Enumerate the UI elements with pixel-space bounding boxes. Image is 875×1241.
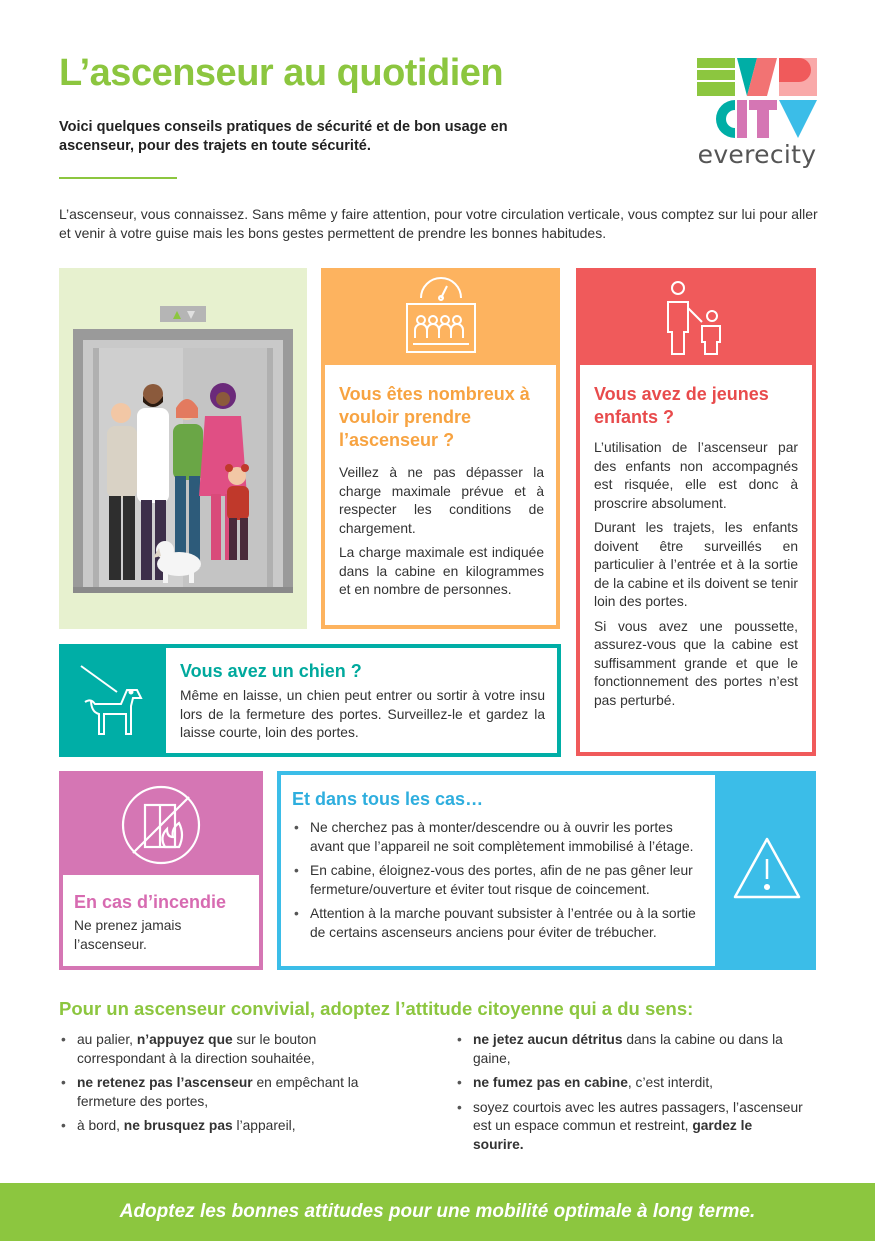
fire-card-body	[63, 875, 259, 966]
children-paragraph-3: Si vous avez une poussette, assurez-vous que la cabine est suffisamment grande et que le fonctionnement des portes n’est pas perturbé.	[594, 618, 798, 708]
elevator-illustration	[59, 268, 307, 629]
all-cases-item: • Attention à la marche pouvant subsister à l’entrée ou à la sortie de certains ascenseurs anciens pour éviter de trébucher.	[292, 905, 701, 942]
title-divider	[59, 177, 177, 179]
crowd-elevator-icon	[403, 276, 479, 356]
crowd-card-title: Vous êtes nombreux à vouloir prendre l’ascenseur ?	[339, 384, 530, 450]
intro-paragraph: L’ascenseur, vous connaissez. Sans même y faire attention, pour votre circulation verticale, vous comptez sur lui pour aller et venir à votre guise mais les bons gestes permettent de prendre les bonnes habitudes.	[59, 206, 818, 241]
civic-item: • ne jetez aucun détritus dans la cabine ou dans la gaine,	[455, 1031, 805, 1068]
footer-slogan: Adoptez les bonnes attitudes pour une mobilité optimale à long terme.	[119, 1201, 756, 1222]
civic-list-left	[59, 1031, 389, 1142]
all-cases-item: • En cabine, éloignez-vous des portes, afin de ne pas gêner leur fermeture/ouverture et éviter tout risque de coincement.	[292, 862, 701, 899]
civic-item: • à bord, ne brusquez pas l’appareil,	[59, 1117, 389, 1136]
card-children	[576, 268, 816, 756]
card-dog	[59, 644, 561, 757]
warning-icon	[731, 835, 803, 901]
dog-card-text: Même en laisse, un chien peut entrer ou sortir à votre insu lors de la fermeture des portes. Surveillez-le et gardez la laisse courte, loin des portes.	[180, 688, 545, 740]
parent-child-icon	[656, 278, 736, 358]
civic-section-title: Pour un ascenseur convivial, adoptez l’attitude citoyenne qui a du sens:	[59, 998, 694, 1019]
card-crowd	[321, 268, 560, 629]
logo-word-evere: evere	[697, 140, 770, 169]
civic-item: • au palier, n’appuyez que sur le bouton correspondant à la direction souhaitée,	[59, 1031, 389, 1068]
children-card-title: Vous avez de jeunes enfants ?	[594, 384, 769, 427]
logo-wordmark	[697, 140, 817, 169]
dog-card-body	[166, 648, 557, 753]
page-title: L’ascenseur au quotidien	[59, 52, 504, 94]
civic-item: • ne fumez pas en cabine, c’est interdit,	[455, 1074, 805, 1093]
card-fire	[59, 771, 263, 970]
children-paragraph-2: Durant les trajets, les enfants doivent être surveillés en particulier à l’entrée et à la sortie de la cabine et ils doivent se tenir loin des portes.	[594, 520, 799, 609]
logo-word-city: city	[769, 140, 817, 169]
all-cases-title: Et dans tous les cas…	[292, 789, 484, 809]
civic-item: • soyez courtois avec les autres passagers, l’ascenseur est un espace commun et restreint, gardez le sourire.	[455, 1099, 805, 1155]
dog-leash-icon	[77, 662, 149, 738]
crowd-paragraph-1: Veillez à ne pas dépasser la charge maximale prévue et à respecter les conditions de chargement.	[339, 465, 544, 536]
footer-banner	[0, 1183, 875, 1241]
no-elevator-fire-icon	[119, 783, 203, 867]
fire-card-title: En cas d’incendie	[74, 892, 227, 912]
all-cases-item: • Ne cherchez pas à monter/descendre ou à ouvrir les portes avant que l’appareil ne soit complètement immobilisé à l’étage.	[292, 819, 701, 856]
crowd-card-body	[325, 365, 556, 625]
civic-list-right	[455, 1031, 805, 1160]
children-card-body	[580, 365, 812, 752]
crowd-paragraph-2: La charge maximale est indiquée dans la cabine en kilogrammes et en nombre de personnes.	[339, 545, 544, 597]
children-paragraph-1: L’utilisation de l’ascenseur par des enfants non accompagnés est risquée, elle est donc à proscrire absolument.	[594, 440, 798, 511]
dog-card-title: Vous avez un chien ?	[180, 661, 362, 681]
civic-item: • ne retenez pas l’ascenseur en empêchant la fermeture des portes,	[59, 1074, 389, 1111]
card-all-cases	[277, 771, 816, 970]
fire-card-text: Ne prenez jamais l’ascenseur.	[74, 918, 182, 952]
page-subtitle: Voici quelques conseils pratiques de sécurité et de bon usage en ascenseur, pour des trajets en toute sécurité.	[59, 119, 508, 154]
all-cases-card-body	[281, 775, 715, 966]
